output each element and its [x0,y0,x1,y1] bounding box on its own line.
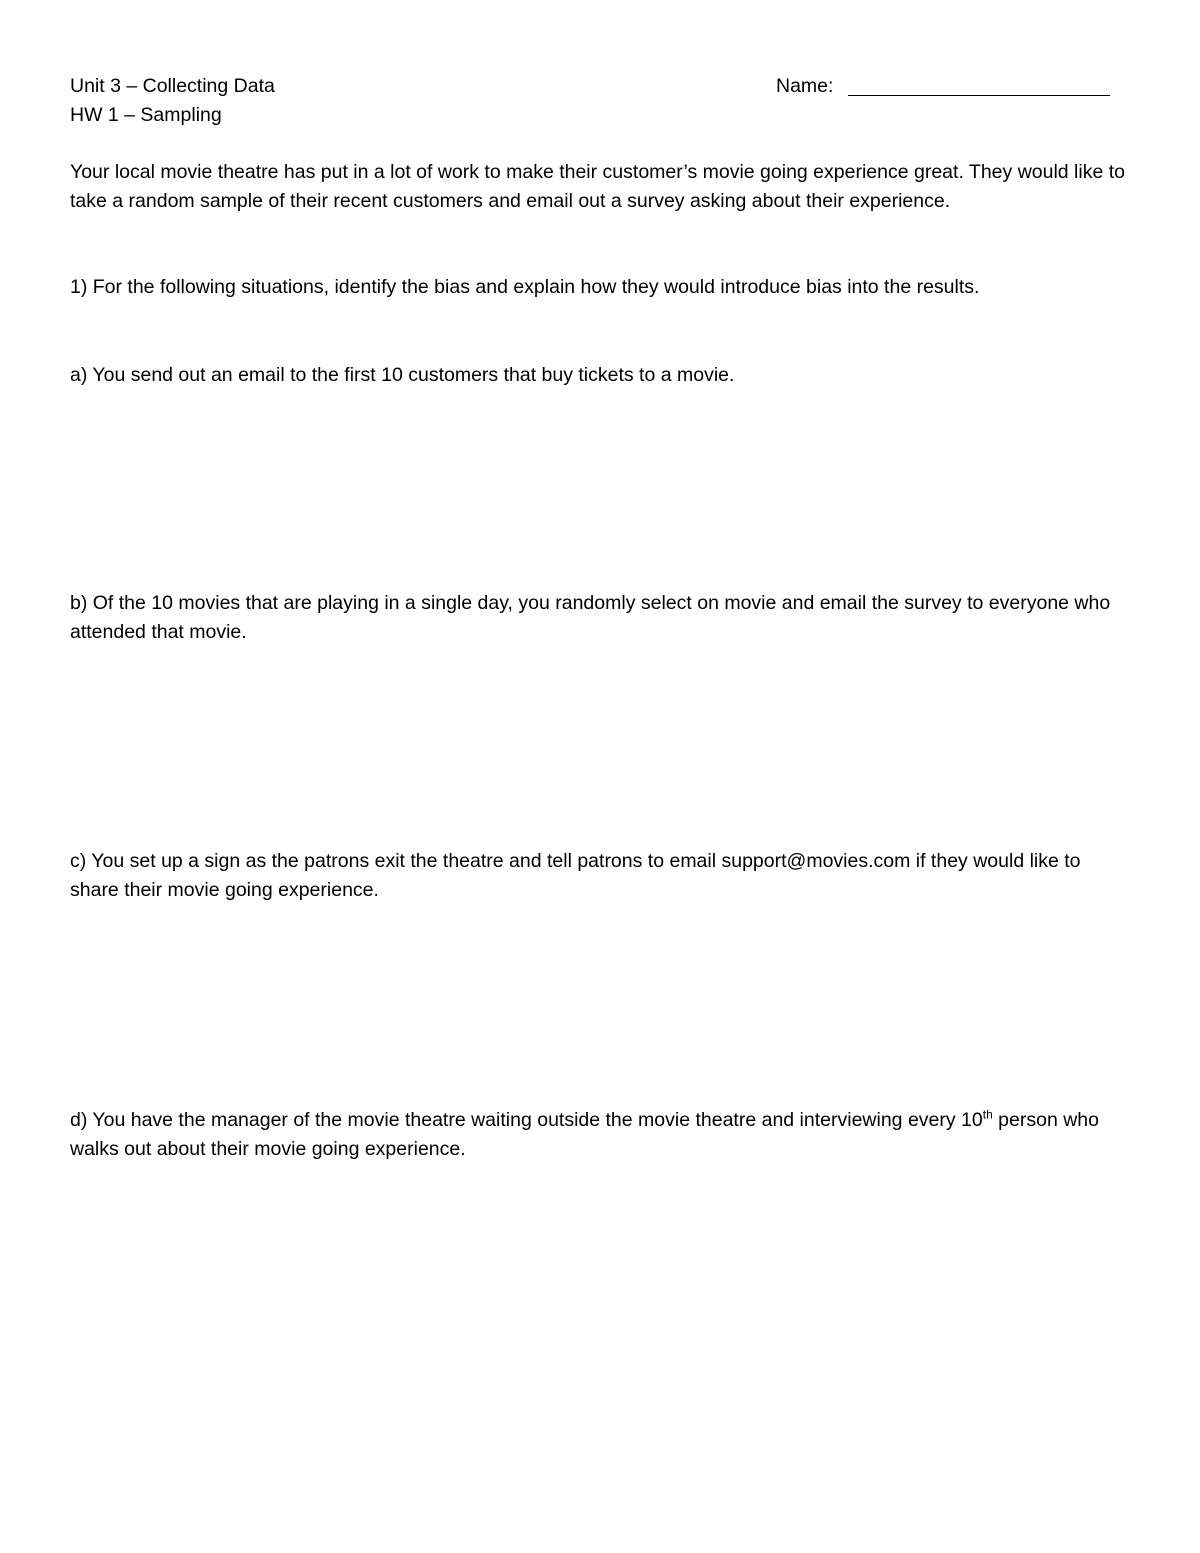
question-1b: b) Of the 10 movies that are playing in a single day, you randomly select on movie and email the survey to everyone who attended that movie. [70,592,1111,643]
unit-title: Unit 3 – Collecting Data [70,75,275,97]
name-label: Name: [776,75,834,97]
question-1d-text-start: d) You have the manager of the movie theatre waiting outside the movie theatre and interviewing every 10 [70,1109,983,1131]
question-1d-superscript: th [982,1107,993,1122]
question-1-prompt: 1) For the following situations, identify the bias and explain how they would introduce bias into the results. [70,276,980,298]
question-1a: a) You send out an email to the first 10 customers that buy tickets to a movie. [70,364,735,386]
question-1d [70,1106,1132,1164]
question-1d-text-end: person who walks out about their movie going experience. [70,1109,1099,1160]
intro-paragraph: Your local movie theatre has put in a lot of work to make their customer’s movie going experience great. They would like to take a random sample of their recent customers and email out a survey asking about their experience. [70,161,1125,212]
name-blank-line[interactable] [848,95,1110,96]
hw-title: HW 1 – Sampling [70,104,222,126]
question-1c: c) You set up a sign as the patrons exit the theatre and tell patrons to email support@movies.com if they would like to share their movie going experience. [70,850,1081,901]
